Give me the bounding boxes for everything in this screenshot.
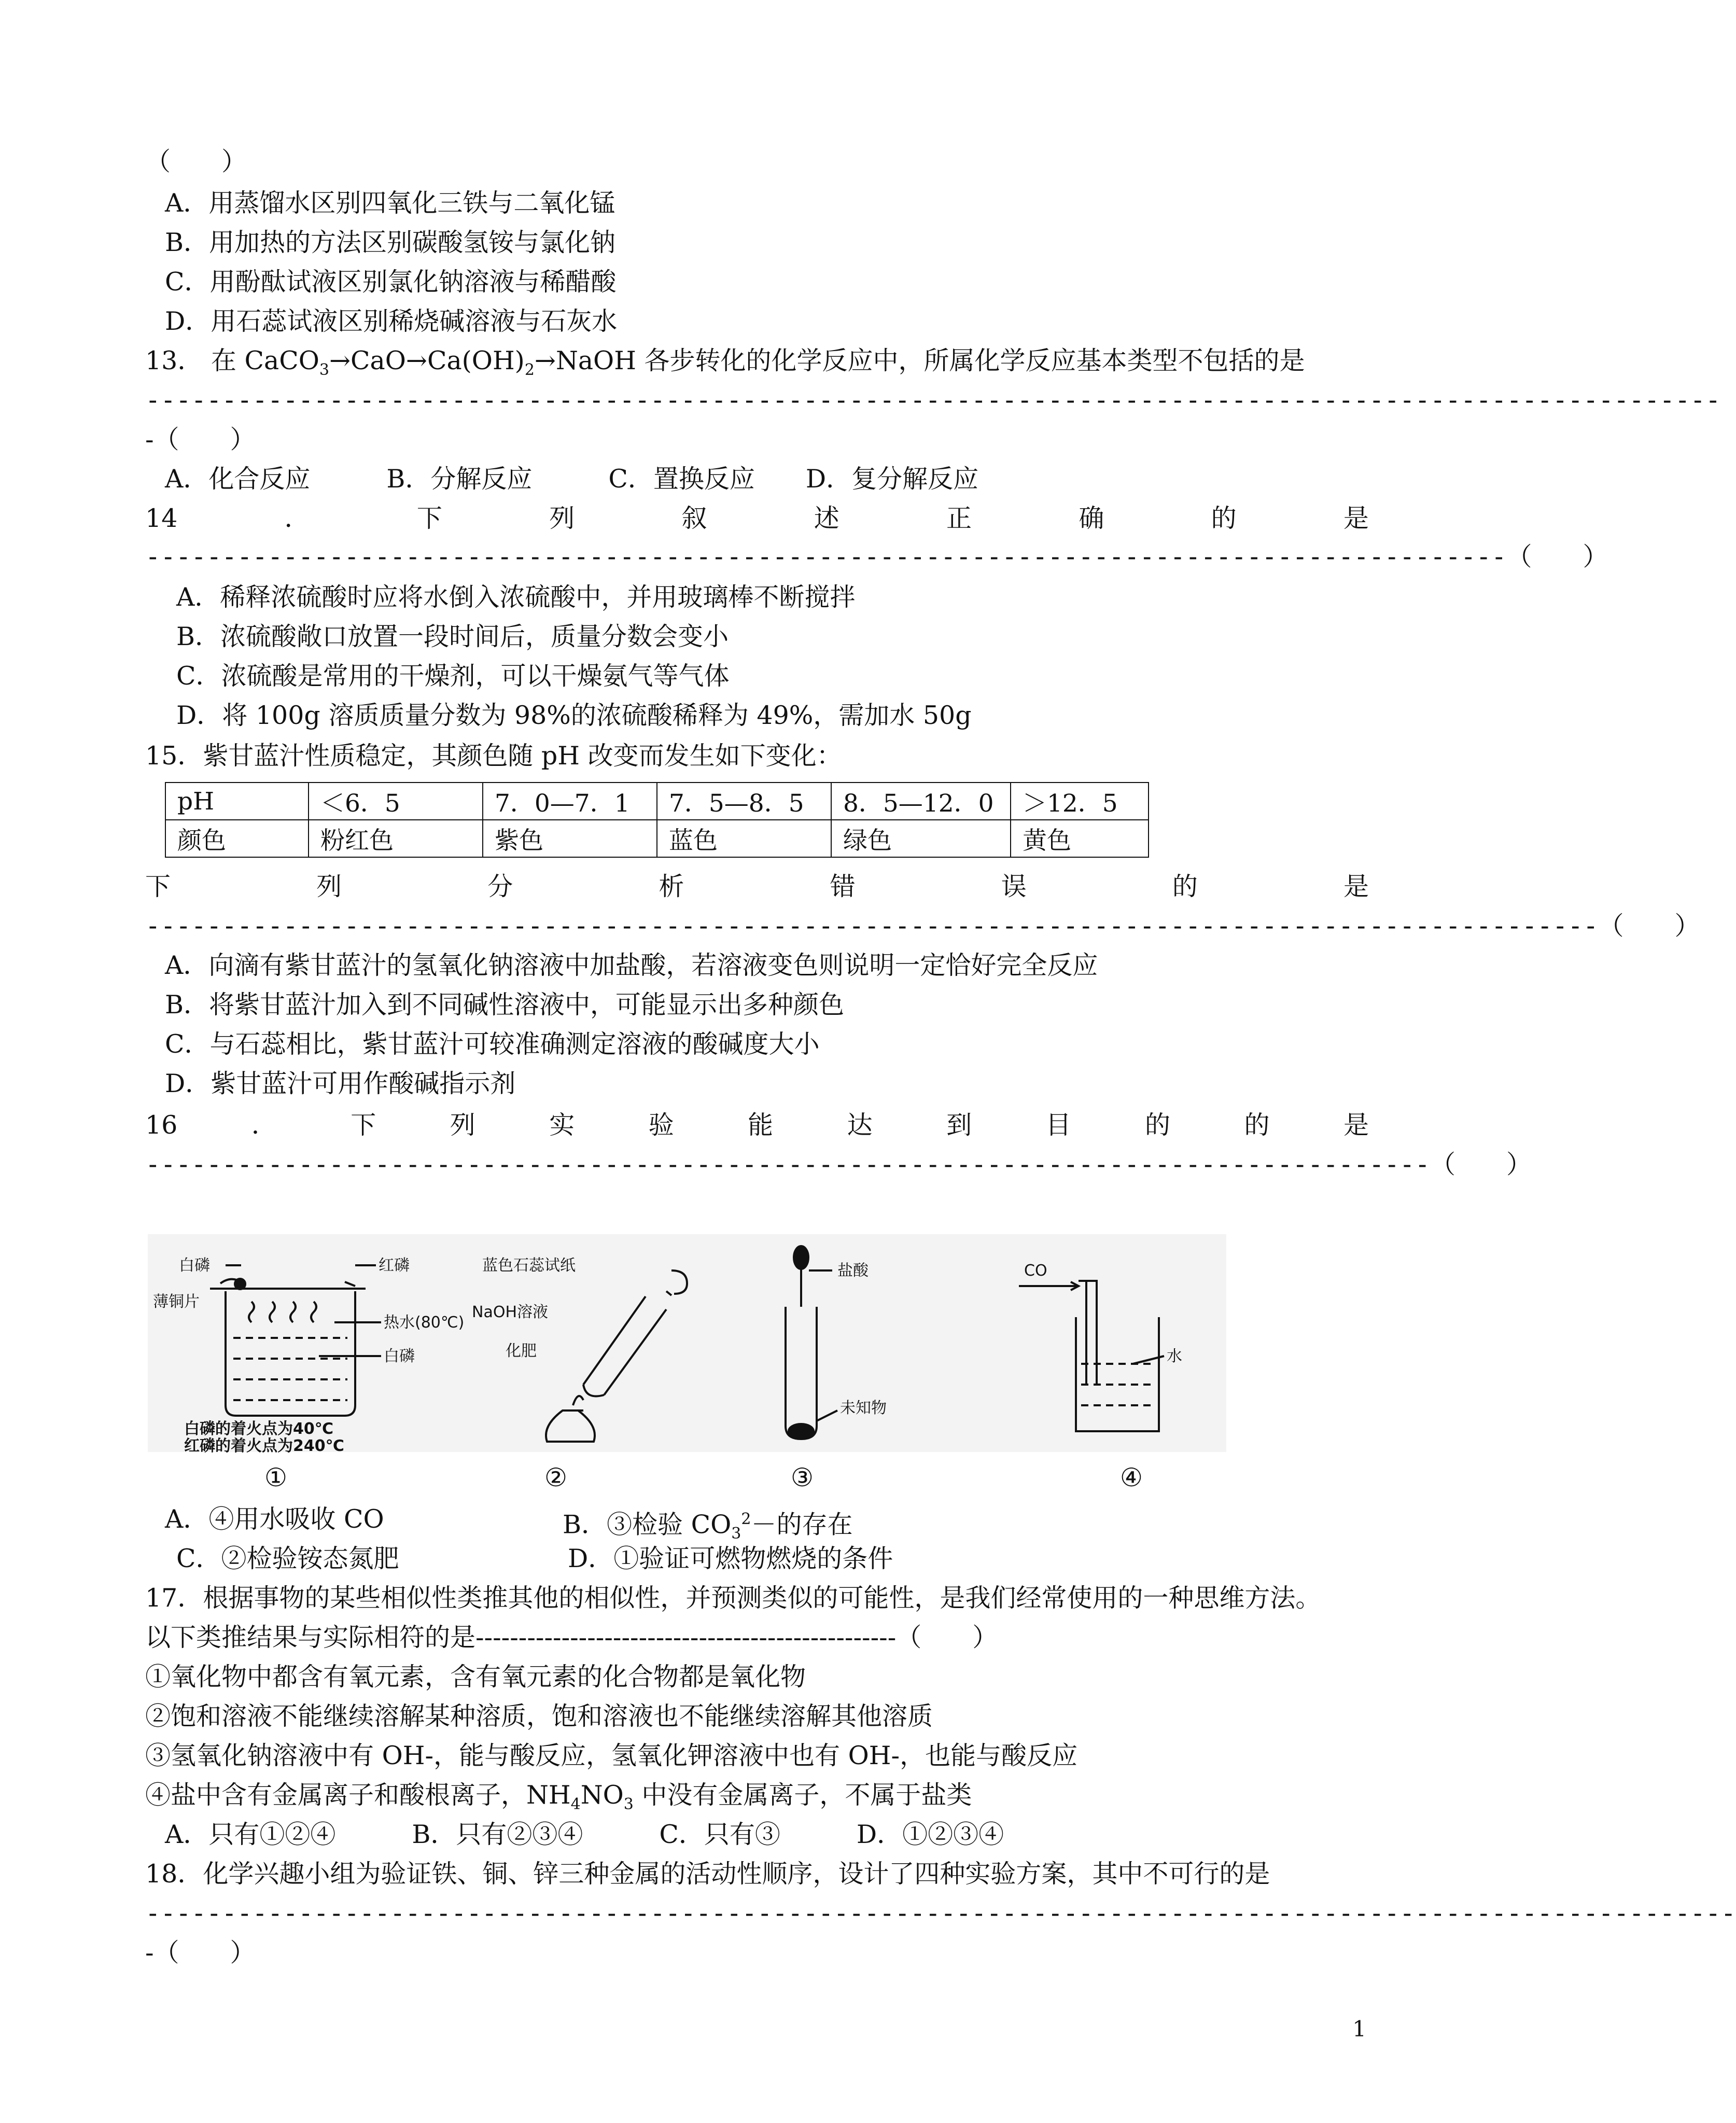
- table-cell: ＞12．5: [1011, 783, 1149, 820]
- q15-dashes: -----------------------------------------------------------------------------------------------（ ）: [145, 911, 1700, 941]
- label-copper-sheet: 薄铜片: [153, 1293, 200, 1311]
- q15-option-c: C．与石蕊相比，紫甘蓝汁可较准确测定溶液的酸碱度大小: [165, 1029, 820, 1059]
- q16-option-c: C．②检验铵态氮肥: [176, 1544, 399, 1573]
- table-cell: 7．5—8．5: [657, 783, 831, 820]
- q12-option-d: D．用石蕊试液区别稀烧碱溶液与石灰水: [165, 306, 618, 336]
- label-litmus-paper: 蓝色石蕊试纸: [482, 1256, 576, 1275]
- q17-item-3: ③氢氧化钠溶液中有 OH-，能与酸反应，氢氧化钾溶液中也有 OH-，也能与酸反应: [145, 1741, 1078, 1770]
- table-row: [165, 783, 1149, 820]
- table-cell: 紫色: [483, 820, 657, 857]
- q13-dashes: -------------------------------------------------------------------------------------------------------: [145, 385, 1721, 415]
- q18-dashes: --------------------------------------------------------------------------------------------------------: [145, 1898, 1736, 1928]
- q12-bracket: （ ）: [145, 147, 247, 176]
- label-ignition-red: 红磷的着火点为240℃: [184, 1437, 344, 1455]
- table-cell: 颜色: [165, 820, 309, 857]
- label-red-phosphorus: 红磷: [379, 1256, 410, 1275]
- label-ignition-white: 白磷的着火点为40℃: [184, 1420, 334, 1438]
- table-cell: 黄色: [1011, 820, 1149, 857]
- label-fertilizer: 化肥: [506, 1342, 537, 1360]
- table-cell: 8．5—12．0: [831, 783, 1011, 820]
- q15-option-d: D．紫甘蓝汁可用作酸碱指示剂: [165, 1069, 516, 1098]
- figure-caption-1: ①: [264, 1463, 287, 1492]
- table-cell: pH: [165, 783, 309, 820]
- q14-stem: 14 ． 下 列 叙 述 正 确 的 是: [145, 504, 1369, 533]
- q12-option-a: A．用蒸馏水区别四氧化三铁与二氧化锰: [165, 188, 615, 218]
- q15-option-a: A．向滴有紫甘蓝汁的氢氧化钠溶液中加盐酸，若溶液变色则说明一定恰好完全反应: [165, 951, 1098, 980]
- q17-item-4: ④盐中含有金属离子和酸根离子，$NH_4NO_3$ 中没有金属离子，不属于盐类: [145, 1780, 972, 1813]
- q14-option-c: C．浓硫酸是常用的干燥剂，可以干燥氨气等气体: [176, 661, 730, 691]
- table-cell: 粉红色: [309, 820, 483, 857]
- q16-option-a: A．④用水吸收 CO: [165, 1504, 384, 1534]
- q17-stem-line-2: 以下类推结果与实际相符的是-------------------------------------------------（ ）: [145, 1623, 998, 1652]
- label-hydrochloric-acid: 盐酸: [837, 1262, 869, 1280]
- ph-color-table: [165, 782, 1149, 858]
- q18-stem: 18．化学兴趣小组为验证铁、铜、锌三种金属的活动性顺序，设计了四种实验方案，其中不可行的是: [145, 1859, 1270, 1889]
- q17-item-2: ②饱和溶液不能继续溶解某种溶质，饱和溶液也不能继续溶解其他溶质: [145, 1701, 933, 1731]
- q16-stem: 16 ． 下 列 实 验 能 达 到 目 的 的 是: [145, 1110, 1369, 1140]
- figure-caption-2: ②: [544, 1463, 567, 1492]
- q16-option-d: D．①验证可燃物燃烧的条件: [568, 1544, 893, 1573]
- page-number: 1: [1352, 2016, 1366, 2042]
- q17-stem-line-1: 17．根据事物的某些相似性类推其他的相似性，并预测类似的可能性，是我们经常使用的一种思维方法。: [145, 1583, 1321, 1613]
- label-water: 水: [1167, 1347, 1182, 1365]
- q15-question: 下 列 分 析 错 误 的 是: [145, 872, 1369, 901]
- label-white-phosphorus: 白磷: [179, 1256, 210, 1275]
- table-cell: 7．0—7．1: [483, 783, 657, 820]
- label-hot-water: 热水(80℃): [384, 1314, 465, 1332]
- q14-option-b: B．浓硫酸敞口放置一段时间后，质量分数会变小: [176, 622, 729, 651]
- q16-dashes: ------------------------------------------------------------------------------------（ ）: [145, 1150, 1532, 1179]
- table-row: [165, 820, 1149, 857]
- q12-option-b: B．用加热的方法区别碳酸氢铵与氯化钠: [165, 228, 616, 257]
- table-cell: ＜6．5: [309, 783, 483, 820]
- label-white-phosphorus-water: 白磷: [384, 1347, 415, 1365]
- q12-option-c: C．用酚酞试液区别氯化钠溶液与稀醋酸: [165, 267, 617, 297]
- q15-stem: 15．紫甘蓝汁性质稳定，其颜色随 pH 改变而发生如下变化：: [145, 741, 842, 771]
- q14-option-a: A．稀释浓硫酸时应将水倒入浓硫酸中，并用玻璃棒不断搅拌: [176, 582, 856, 612]
- q13-stem: 13． 在 $CaCO_3\to CaO\to Ca(OH)_2\to NaOH$ 各步转化的化学反应中，所属化学反应基本类型不包括的是: [145, 346, 1305, 379]
- label-naoh-solution: NaOH溶液: [472, 1303, 548, 1321]
- table-cell: 蓝色: [657, 820, 831, 857]
- q13-bracket: -（ ）: [145, 425, 256, 454]
- figure-caption-3: ③: [791, 1463, 814, 1492]
- q16-option-b: B．③检验 $CO_3^2-$的存在: [563, 1510, 853, 1543]
- q17-options: A．只有①②④ B．只有②③④ C．只有③ D．①②③④: [165, 1820, 1004, 1849]
- q18-bracket: -（ ）: [145, 1938, 256, 1967]
- q14-option-d: D．将 100g 溶质质量分数为 98%的浓硫酸稀释为 49%，需加水 50g: [176, 701, 972, 730]
- q16-experiment-figure: [148, 1234, 1226, 1455]
- table-cell: 绿色: [831, 820, 1011, 857]
- q14-dashes: -----------------------------------------------------------------------------------------（ ）: [145, 542, 1608, 571]
- q13-options: A．化合反应 B．分解反应 C．置换反应 D．复分解反应: [165, 464, 979, 494]
- label-unknown-substance: 未知物: [840, 1399, 887, 1417]
- q15-option-b: B．将紫甘蓝汁加入到不同碱性溶液中，可能显示出多种颜色: [165, 990, 845, 1019]
- q17-item-1: ①氧化物中都含有氧元素，含有氧元素的化合物都是氧化物: [145, 1662, 806, 1692]
- label-co: CO: [1024, 1262, 1047, 1280]
- figure-caption-4: ④: [1120, 1463, 1143, 1492]
